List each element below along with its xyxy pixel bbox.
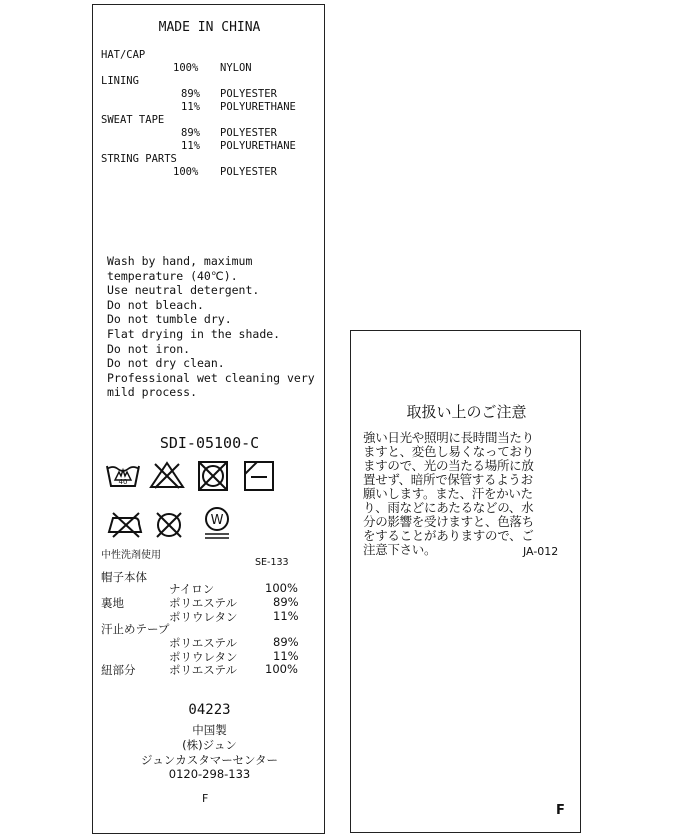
phone-number: 0120-298-133 [168,767,251,781]
jp-mat-nylon: ナイロン [169,582,215,596]
jp-mat-string-polyester: ポリエステル [169,663,237,677]
customer-center: ジュンカスタマーセンター [140,753,279,767]
flat-dry-shade-icon [243,460,275,492]
caution-line: 願いします。また、汗をかいた [363,486,533,501]
made-in-jp: 中国製 [192,723,227,737]
care-line: Do not tumble dry. [107,312,232,326]
caution-body [363,431,575,557]
pct-sweat-polyester: 89% [181,127,200,139]
mat-lining-polyester: POLYESTER [220,88,277,100]
jp-pct-string-polyester: 100% [265,662,298,676]
caution-line: ますと、変色し易くなっており [363,444,534,459]
care-line: Wash by hand, maximum [107,254,253,268]
jp-mat-sweat-polyester: ポリエステル [169,636,237,650]
caution-line: 注意下さい。 [363,542,437,557]
company-name: (株)ジュン [182,738,237,752]
care-line: Professional wet cleaning very [107,371,315,385]
care-line: mild process. [107,385,198,399]
no-bleach-icon [149,460,185,490]
jp-pct-sweat-polyurethane: 11% [273,649,299,663]
label-number: 04223 [188,702,231,718]
se-code: SE-133 [255,557,289,568]
care-line: Do not bleach. [107,298,204,312]
wet-clean-very-mild-icon [201,505,233,541]
no-tumble-dry-icon [197,460,229,492]
hand-wash-40-icon [105,460,141,490]
care-line: temperature (40℃). [107,269,238,283]
caution-line: ますので、光の当たる場所に放 [363,458,534,473]
jp-part-lining: 裏地 [101,596,124,610]
pct-sweat-polyurethane: 11% [181,140,200,152]
pct-lining-polyurethane: 11% [181,101,200,113]
mat-lining-polyurethane: POLYURETHANE [220,101,296,113]
caution-code: JA-012 [523,545,559,558]
jp-mat-sweat-polyurethane: ポリウレタン [169,650,238,664]
jp-mat-lining-polyurethane: ポリウレタン [169,610,238,624]
jp-part-sweat-tape: 汗止めテープ [101,622,170,636]
caution-line: 分の影響を受けますと、色落ち [363,514,534,529]
care-line: Flat drying in the shade. [107,327,281,341]
jp-pct-nylon: 100% [265,581,298,595]
jp-pct-lining-polyurethane: 11% [273,609,299,623]
jp-pct-lining-polyester: 89% [273,595,299,609]
part-sweat-tape: SWEAT TAPE [101,114,165,126]
caution-line: をすることがありますので、ご [363,528,534,543]
mat-sweat-polyurethane: POLYURETHANE [220,140,296,152]
svg-text:W: W [210,513,224,528]
care-line: Use neutral detergent. [107,283,260,297]
style-code: SDI-05100-C [159,434,260,452]
part-string: STRING PARTS [101,153,177,165]
pct-lining-polyester: 89% [181,88,200,100]
care-line: Do not iron. [107,342,191,356]
pct-hat-nylon: 100% [173,62,199,74]
mat-string-polyester: POLYESTER [220,166,277,178]
care-label-left [92,4,325,834]
caution-line: 置せず、暗所で保管するようお [363,472,533,487]
jp-part-hat: 帽子本体 [101,570,147,584]
care-line: Do not dry clean. [107,356,225,370]
footer-mark: F [556,803,565,818]
part-lining: LINING [101,75,139,87]
caution-line: 強い日光や照明に長時間当たり [363,430,534,445]
origin-heading: MADE IN CHINA [158,20,261,35]
caution-line: り、雨などにあたるなどの、水 [363,500,534,515]
jp-pct-sweat-polyester: 89% [273,635,299,649]
part-hat-cap: HAT/CAP [101,49,146,61]
pct-string-polyester: 100% [173,166,199,178]
mat-hat-nylon: NYLON [220,62,252,74]
caution-title: 取扱い上のご注意 [406,403,527,421]
neutral-detergent-note: 中性洗剤使用 [101,550,161,561]
no-dry-clean-icon [153,510,185,540]
jp-mat-lining-polyester: ポリエステル [169,596,237,610]
jp-part-string: 紐部分 [101,663,136,677]
care-label-right [350,330,581,833]
no-iron-icon [105,510,145,538]
footer-mark: F [202,792,209,805]
mat-sweat-polyester: POLYESTER [220,127,277,139]
svg-text:40: 40 [118,478,128,486]
